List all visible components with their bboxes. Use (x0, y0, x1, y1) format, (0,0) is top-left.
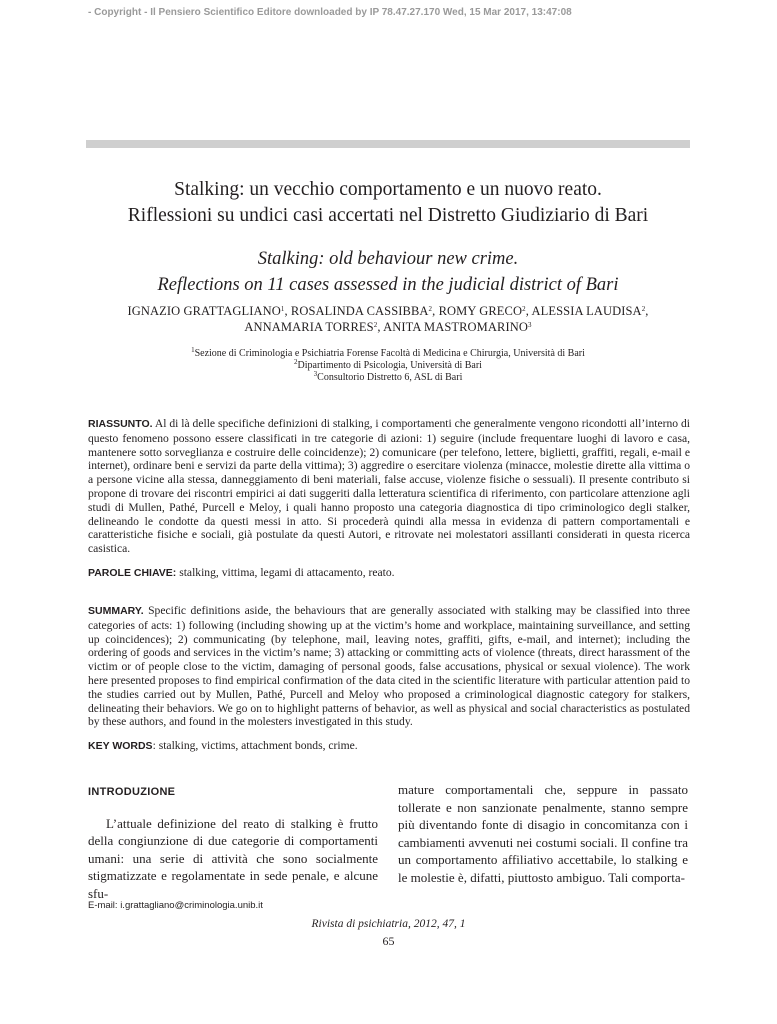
author-list (86, 303, 690, 335)
parole-chiave-text: stalking, vittima, legami di attacamento, reato. (179, 566, 395, 579)
affiliation-text: Consultorio Distretto 6, ASL di Bari (317, 372, 463, 383)
affiliation-number: 3 (313, 370, 318, 378)
parole-chiave-label: PAROLE CHIAVE: (88, 567, 177, 579)
riassunto-text: Al di là delle specifiche definizioni di stalking, i comportamenti che generalmente vengono ricondotti all’interno di questo fenomeno possono essere classificati in tre categorie di azioni: 1) seguire (include frequentare luoghi di lavoro e casa, mantenere sotto sorveglianza e costruire delle coincidenze); 2) comunicare (per telefono, lettere, biglietti, graffiti, regali, e-mail e internet), ordinare beni e servizi da parte della vittima); 3) aggredire o esercitare violenza (minacce, molestie dirette alla vittima o a persone vicine alla stessa, danneggiamento di beni materiali, false accuse, violenze fisiche o sessuali). Il presente contributo si propone di trovare dei riscontri empirici ai dati suggeriti dalla letteratura scientifica di riferimento, con particolare attenzione agli studi di Mullen, Pathé, Purcell e Meloy, i quali hanno proposto una categoria diagnostica di tipo criminologico degli stalker, delineando le condotte da questi messi in atto. Si procederà quindi alla messa in evidenza di pattern comportamentali e caratteristiche fisiche e sociali, già postulate da questi Autori, e ritrovate nei molestatori assillanti considerati in questa ricerca casistica. (88, 417, 690, 556)
affiliation-text: Sezione di Criminologia e Psichiatria Forense Facoltà di Medicina e Chirurgia, Università di Bari (194, 348, 585, 359)
title-english-line1: Stalking: old behaviour new crime. (257, 249, 519, 269)
author-affiliation-mark: 2 (428, 305, 433, 313)
journal-citation: Rivista di psichiatria, 2012, 47, 1 (311, 918, 466, 930)
author-separator: , (432, 304, 439, 318)
title-italian-line2: Riflessioni su undici casi accertati nel Distretto Giudiziario di Bari (127, 205, 649, 226)
parole-chiave (88, 566, 690, 580)
affiliation-text: Dipartimento di Psicologia, Università di Bari (297, 360, 482, 371)
author-name: ANITA MASTROMARINO (383, 320, 528, 334)
summary-abstract (88, 604, 690, 729)
author-affiliation-mark: 2 (373, 321, 378, 329)
title-italian-line1: Stalking: un vecchio comportamento e un nuovo reato. (174, 179, 602, 200)
author-separator: , (284, 304, 291, 318)
section-heading: INTRODUZIONE (88, 786, 176, 798)
author-affiliation-mark: 2 (641, 305, 646, 313)
affiliation-number: 2 (294, 358, 298, 366)
key-words (88, 739, 690, 753)
author-name: ANNAMARIA TORRES (244, 320, 374, 334)
header-rule (86, 140, 690, 148)
author-name: IGNAZIO GRATTAGLIANO (127, 304, 281, 318)
affiliation-item (86, 360, 690, 372)
title-english (86, 246, 690, 298)
author-affiliation-mark: 2 (522, 305, 526, 313)
intro-column-left (88, 784, 378, 902)
correspondence-email: E-mail: i.grattagliano@criminologia.unib.it (88, 900, 263, 911)
author-name: ROMY GRECO (438, 304, 523, 318)
affiliation-item (86, 372, 690, 384)
author-separator: , (525, 304, 532, 318)
intro-paragraph-continued: mature comportamentali che, seppure in passato tollerate e non sanzionate penalmente, stanno sempre più diventando fonte di disagio in concomitanza con i cambiamenti avvenuti nei costumi sociali. Il confine tra un comportamento affiliativo accettabile, lo stalking e le molestie è, difatti, piuttosto ambiguo. Tali comporta- (398, 782, 688, 885)
title-english-line2: Reflections on 11 cases assessed in the judicial district of Bari (157, 275, 619, 295)
intro-paragraph: L’attuale definizione del reato di stalking è frutto della congiunzione di due categorie di comportamenti umani: una serie di attività che sono socialmente stigmatizzate e regolamentate in sede penale, e alcune sfu- (88, 815, 378, 901)
author-affiliation-mark: 1 (280, 305, 285, 313)
intro-column-right (398, 781, 688, 886)
affiliation-list (86, 348, 690, 384)
author-separator: , (377, 320, 384, 334)
summary-label: SUMMARY. (88, 605, 144, 617)
title-italian (86, 177, 690, 229)
page-number: 65 (382, 934, 395, 948)
affiliation-number: 1 (191, 346, 195, 354)
key-words-text: : stalking, victims, attachment bonds, crime. (152, 739, 358, 752)
riassunto-abstract (88, 417, 690, 556)
copyright-notice: - Copyright - Il Pensiero Scientifico Editore downloaded by IP 78.47.27.170 Wed, 15 Mar 2017, 13:47:08 (88, 7, 572, 18)
key-words-label: KEY WORDS (88, 740, 153, 752)
author-affiliation-mark: 3 (527, 321, 532, 329)
summary-text: Specific definitions aside, the behaviours that are generally associated with stalking may be classified into three categories of acts: 1) following (including showing up at the victim’s home and workplace, maintaining surveillance, and setting up coincidences); 2) communicating (by telephone, mail, leaving notes, graffiti, gifts, e-mail, and internet); including the ordering of goods and services in the victim’s name; 3) attacking or committing acts of violence (threats, direct harassment of the victim or of people close to the victim, damaging of personal goods, false accusations, physical or sexual violence). The work here presented proposes to find empirical confirmation of the data cited in the scientific literature with particular attention paid to the studies carried out by Mullen, Pathé, Purcell and Meloy who proposed a criminological diagnostic category for stalkers, delineating their behaviors. We go on to highlight patterns of behavior, as well as physical and social characteristics as postulated by these authors, and found in the molesters investigated in this study. (88, 604, 690, 729)
affiliation-item (86, 348, 690, 360)
riassunto-label: RIASSUNTO. (88, 418, 153, 430)
author-separator: , (645, 304, 649, 318)
author-name: ALESSIA LAUDISA (531, 304, 642, 318)
author-name: ROSALINDA CASSIBBA (290, 304, 429, 318)
